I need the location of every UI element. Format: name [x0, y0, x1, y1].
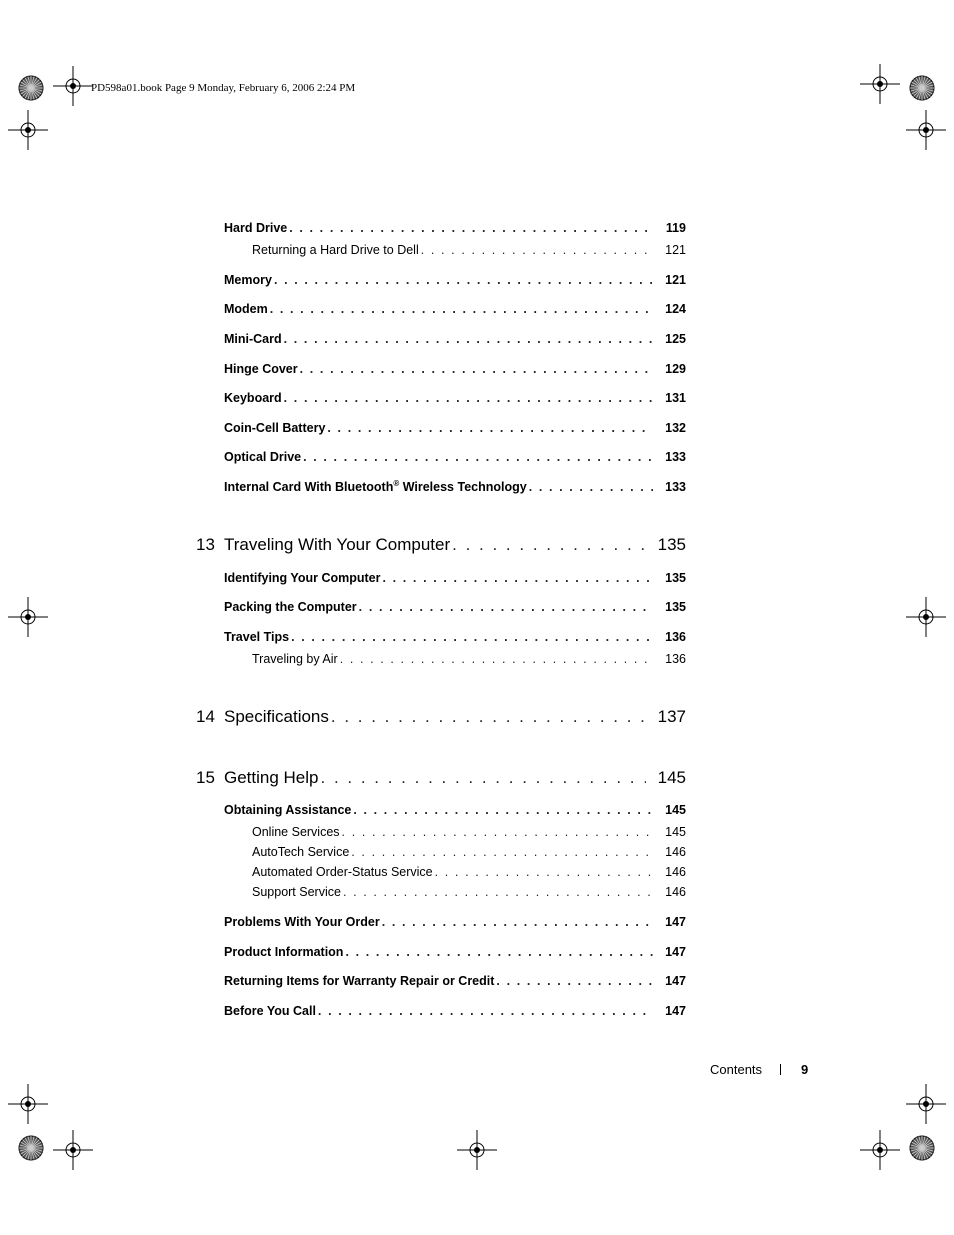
page-number: 9: [801, 1062, 809, 1077]
toc-entry-page: 133: [665, 450, 686, 464]
dot-leader: [325, 418, 653, 438]
chapter-number: 14: [196, 707, 215, 726]
star-target-mark: [909, 75, 935, 101]
toc-chapter-15[interactable]: [196, 765, 686, 791]
toc-entry-title: Hard Drive: [224, 221, 288, 235]
toc-entry-title: Automated Order-Status Service: [252, 865, 433, 879]
dot-leader: [341, 882, 653, 902]
dot-leader: [351, 800, 653, 820]
crosshair-mark: [860, 1130, 900, 1170]
toc-entry-page: 147: [665, 1004, 686, 1018]
dot-leader: [527, 477, 653, 497]
toc-entry-title: Modem: [224, 302, 268, 316]
chapter-page: 135: [657, 535, 686, 554]
toc-entry-title: Packing the Computer: [224, 600, 357, 614]
toc-entry-page: 132: [665, 421, 686, 435]
toc-entry-title: Support Service: [252, 885, 341, 899]
dot-leader: [282, 329, 654, 349]
chapter-title: Specifications: [224, 707, 329, 726]
crosshair-mark: [906, 1084, 946, 1124]
toc-entry-packing-computer[interactable]: [224, 597, 686, 617]
crosshair-mark: [860, 64, 900, 104]
toc-entry-order-status-service[interactable]: [252, 862, 686, 882]
dot-leader: [340, 822, 654, 842]
chapter-number: 15: [196, 768, 215, 787]
dot-leader: [433, 862, 654, 882]
chapter-page: 137: [657, 707, 686, 726]
toc-entry-problems-with-order[interactable]: [224, 912, 686, 932]
toc-entry-page: 133: [665, 480, 686, 494]
toc-entry-title: Product Information: [224, 945, 344, 959]
toc-entry-title: Hinge Cover: [224, 362, 298, 376]
toc-entry-title: Problems With Your Order: [224, 915, 380, 929]
toc-entry-page: 146: [665, 865, 686, 879]
toc-entry-page: 147: [665, 915, 686, 929]
footer-section-label: Contents: [710, 1062, 763, 1077]
toc-entry-product-information[interactable]: [224, 942, 686, 962]
toc-entry-page: 135: [665, 600, 686, 614]
toc-entry-title: Keyboard: [224, 391, 282, 405]
toc-entry-memory[interactable]: [224, 270, 686, 290]
dot-leader: [349, 842, 653, 862]
toc-entry-page: 136: [665, 652, 686, 666]
crosshair-mark: [8, 1084, 48, 1124]
crosshair-mark: [8, 597, 48, 637]
crosshair-mark: [8, 110, 48, 150]
toc-entry-page: 124: [665, 302, 686, 316]
toc-entry-support-service[interactable]: [252, 882, 686, 902]
dot-leader: [287, 218, 654, 238]
toc-entry-optical-drive[interactable]: [224, 447, 686, 467]
toc-entry-title: Identifying Your Computer: [224, 571, 381, 585]
chapter-title: Getting Help: [224, 768, 319, 787]
star-target-mark: [18, 75, 44, 101]
crosshair-mark: [906, 110, 946, 150]
toc-entry-hard-drive[interactable]: [224, 218, 686, 238]
toc-entry-title: Internal Card With Bluetooth® Wireless Technology: [224, 478, 527, 494]
dot-leader: [450, 532, 645, 558]
toc-entry-page: 119: [665, 221, 686, 235]
toc-entry-title: Optical Drive: [224, 450, 302, 464]
toc-entry-page: 136: [665, 630, 686, 644]
dot-leader: [329, 704, 646, 730]
star-target-mark: [909, 1135, 935, 1161]
toc-entry-page: 129: [665, 362, 686, 376]
toc-entry-page: 135: [665, 571, 686, 585]
chapter-title: Traveling With Your Computer: [224, 535, 451, 554]
toc-entry-autotech-service[interactable]: [252, 842, 686, 862]
toc-entry-page: 146: [665, 845, 686, 859]
footer-divider: [780, 1064, 781, 1075]
dot-leader: [268, 299, 653, 319]
registered-mark: ®: [393, 478, 400, 488]
chapter-page: 145: [657, 768, 686, 787]
toc-entry-page: 147: [665, 945, 686, 959]
toc-entry-page: 146: [665, 885, 686, 899]
dot-leader: [319, 765, 646, 791]
chapter-number: 13: [196, 535, 215, 554]
toc-entry-internal-card-bluetooth[interactable]: [224, 477, 686, 497]
toc-entry-before-you-call[interactable]: [224, 1001, 686, 1021]
toc-entry-title: Returning Items for Warranty Repair or Credit: [224, 974, 495, 988]
toc-entry-mini-card[interactable]: [224, 329, 686, 349]
dot-leader: [338, 649, 653, 669]
dot-leader: [301, 447, 653, 467]
dot-leader: [316, 1001, 653, 1021]
toc-entry-page: 121: [665, 243, 686, 257]
toc-chapter-14[interactable]: [196, 704, 686, 730]
toc-entry-title: Travel Tips: [224, 630, 290, 644]
toc-entry-page: 125: [665, 332, 686, 346]
dot-leader: [282, 388, 653, 408]
toc-entry-online-services[interactable]: [252, 822, 686, 842]
toc-entry-identifying-computer[interactable]: [224, 568, 686, 588]
toc-entry-title: Obtaining Assistance: [224, 803, 352, 817]
toc-entry-travel-tips[interactable]: [224, 627, 686, 647]
toc-entry-keyboard[interactable]: [224, 388, 686, 408]
toc-entry-page: 145: [665, 803, 686, 817]
toc-entry-title: Before You Call: [224, 1004, 316, 1018]
toc-entry-page: 145: [665, 825, 686, 839]
toc-entry-title: Memory: [224, 273, 272, 287]
dot-leader: [419, 240, 653, 260]
dot-leader: [298, 359, 654, 379]
toc-entry-title: Online Services: [252, 825, 340, 839]
crosshair-mark: [457, 1130, 497, 1170]
toc-entry-title: Mini-Card: [224, 332, 282, 346]
dot-leader: [343, 942, 653, 962]
toc-entry-title: AutoTech Service: [252, 845, 350, 859]
dot-leader: [494, 971, 653, 991]
toc-entry-returning-hard-drive[interactable]: [252, 240, 686, 260]
toc-entry-title: Traveling by Air: [252, 652, 338, 666]
star-target-mark: [18, 1135, 44, 1161]
book-header-note: PD598a01.book Page 9 Monday, February 6, 2006 2:24 PM: [91, 82, 356, 94]
toc-entry-obtaining-assistance[interactable]: [224, 800, 686, 820]
toc-entry-coin-cell-battery[interactable]: [224, 418, 686, 438]
toc-chapter-13[interactable]: [196, 532, 686, 558]
crosshair-mark: [53, 66, 93, 106]
toc-entry-hinge-cover[interactable]: [224, 359, 686, 379]
toc-entry-traveling-by-air[interactable]: [252, 649, 686, 669]
toc-entry-title: Returning a Hard Drive to Dell: [252, 243, 419, 257]
toc-entry-returning-items[interactable]: [224, 971, 686, 991]
crosshair-mark: [53, 1130, 93, 1170]
dot-leader: [289, 627, 653, 647]
dot-leader: [380, 568, 653, 588]
page-footer: [710, 1062, 808, 1077]
crosshair-mark: [906, 597, 946, 637]
dot-leader: [272, 270, 653, 290]
toc-entry-page: 131: [665, 391, 686, 405]
toc-entry-modem[interactable]: [224, 299, 686, 319]
dot-leader: [380, 912, 653, 932]
toc-entry-page: 147: [665, 974, 686, 988]
dot-leader: [357, 597, 653, 617]
toc-entry-page: 121: [665, 273, 686, 287]
toc-entry-title: Coin-Cell Battery: [224, 421, 326, 435]
